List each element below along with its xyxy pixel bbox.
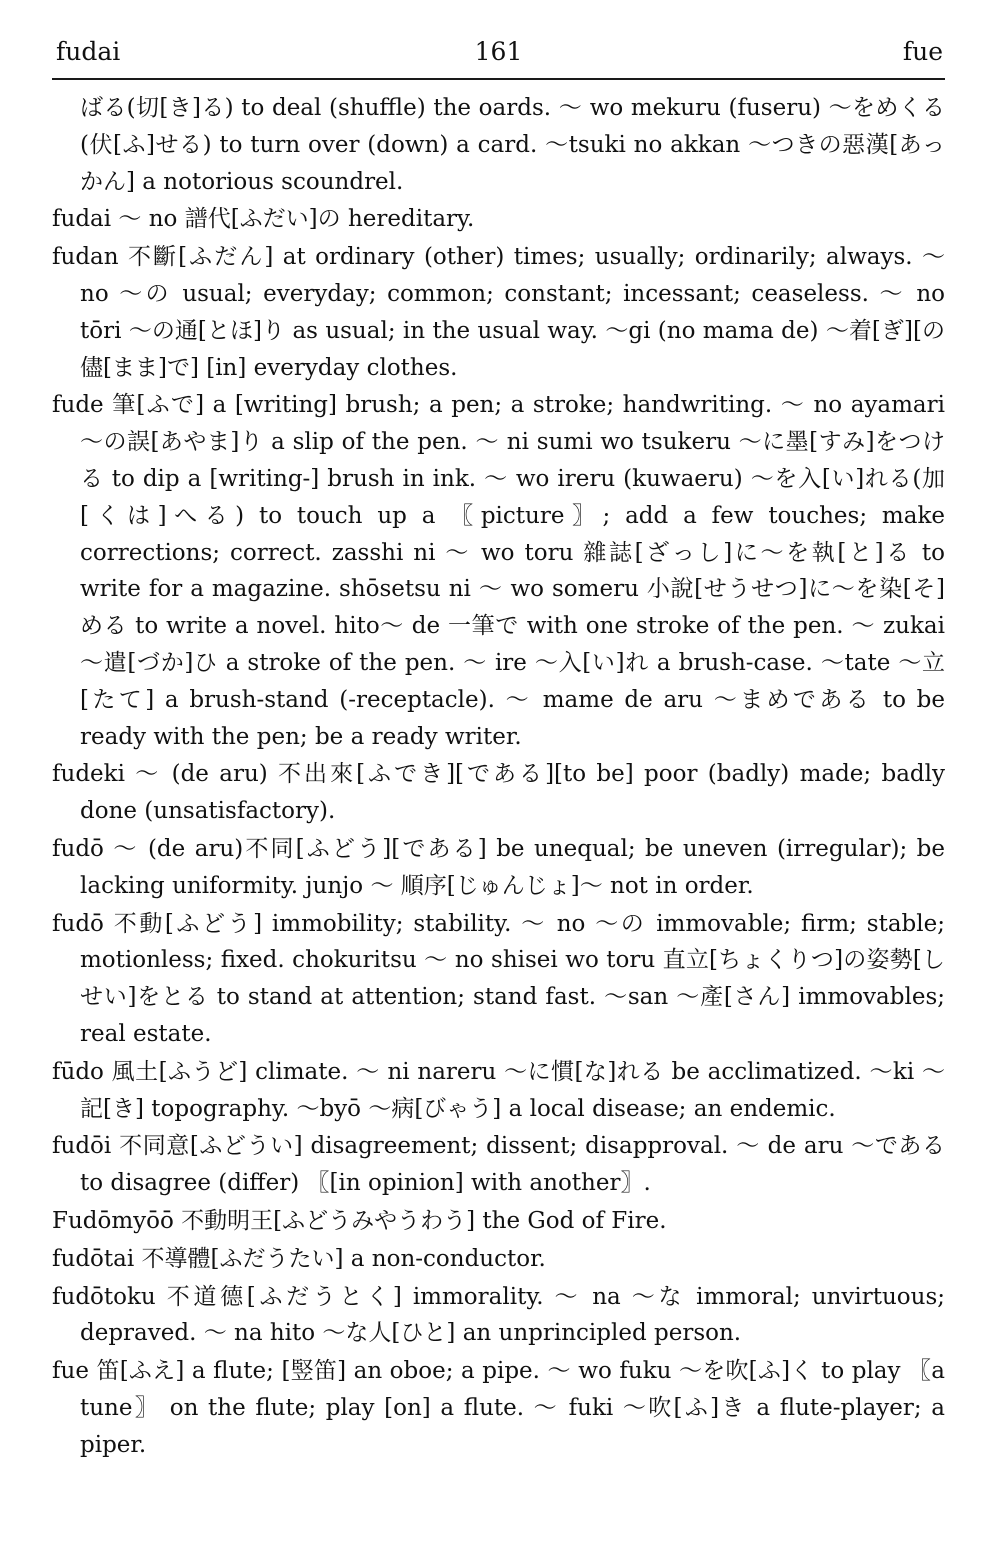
entry-fudoi: fudōi 不同意[ふどうい] disagreement; dissent; disapproval. ～ de aru ～である to disagree (differ) 〖[in opinion] with another〗. [52, 1133, 945, 1197]
entry-fudo-immobility: fudō 不動[ふどう] immobility; stability. ～ no ～の immovable; firm; stable; motionless; fixed. chokuritsu ～ no shisei wo toru 直立[ちょくりつ]の姿勢[しせい]をとる to stand at attention; stand fast. ～san ～產[さん] immovables; real estate. [52, 910, 945, 1047]
guide-word-left: fudai [56, 37, 121, 66]
entry-fue: fue 笛[ふえ] a flute; [竪笛] an oboe; a pipe. ～ wo fuku ～を吹[ふ]く to play 〖a tune〗 on the flute; play [on] a flute. ～ fuki ～吹[ふ]き a flute-player; a piper. [52, 1358, 945, 1458]
entry-fudotai: fudōtai 不導體[ふだうたい] a non-conductor. [52, 1245, 546, 1272]
entry-fude: fude 筆[ふで] a [writing] brush; a pen; a stroke; handwriting. ～ no ayamari ～の誤[あやま]り a slip of the pen. ～ ni sumi wo tsukeru ～に墨[すみ]をつける to dip a [writing-] brush in ink. ～ wo ireru (kuwaeru) ～を入[い]れる(加[くは]へる) to touch up a 〖picture〗; add a few touches; make corrections; correct. zasshi ni ～ wo toru 雜誌[ざっし]に～を執[と]る to write for a magazine. shōsetsu ni ～ wo someru 小說[せうせつ]に～を染[そ]める to write a novel. hito～ de 一筆で with one stroke of the pen. ～ zukai ～遣[づか]ひ a stroke of the pen. ～ ire ～入[い]れ a brush-case. ～tate ～立[たて] a brush-stand (-receptacle). ～ mame de aru ～まめである to be ready with the pen; be a ready writer. [52, 392, 945, 750]
entry-list [52, 90, 945, 1463]
entry-continuation: ばる(切[き]る) to deal (shuffle) the oards. ～ wo mekuru (fuseru) ～をめくる(伏[ふ]せる) to turn over (down) a card. ～tsuki no akkan ～つきの惡漢[あっかん] a notorious scoundrel. [80, 95, 945, 195]
guide-word-right: fue [902, 37, 943, 66]
entry-fudotoku: fudōtoku 不道德[ふだうとく] immorality. ～ na ～な immoral; unvirtuous; depraved. ～ na hito ～な人[ひと] an unprincipled person. [52, 1283, 945, 1347]
entry-fudo-climate: fūdo 風土[ふうど] climate. ～ ni nareru ～に慣[な]れる be acclimatized. ～ki ～記[き] topography. ～byō ～病[びゃう] a local disease; an endemic. [52, 1058, 945, 1122]
running-head [52, 30, 945, 74]
entry-fudan: fudan 不斷[ふだん] at ordinary (other) times; usually; ordinarily; always. ～ no ～の usual; everyday; common; constant; incessant; ceaseless. ～ no tōri ～の通[とほ]り as usual; in the usual way. ～gi (no mama de) ～着[ぎ][の儘[まま]で] [in] everyday clothes. [52, 244, 945, 381]
entry-fudeki: fudeki ～ (de aru) 不出來[ふでき][である][to be] poor (badly) made; badly done (unsatisfactory). [52, 761, 945, 825]
header-rule [52, 78, 945, 80]
entry-fudomyoo: Fudōmyōō 不動明王[ふどうみやうわう] the God of Fire. [52, 1207, 667, 1234]
page-number: 161 [474, 37, 523, 66]
entry-fudai: fudai ～ no 譜代[ふだい]の hereditary. [52, 206, 475, 233]
entry-fudo-unequal: fudō ～ (de aru)不同[ふどう][である] be unequal; be uneven (irregular); be lacking uniformity. junjo ～ 順序[じゅんじょ]～ not in order. [52, 835, 945, 899]
